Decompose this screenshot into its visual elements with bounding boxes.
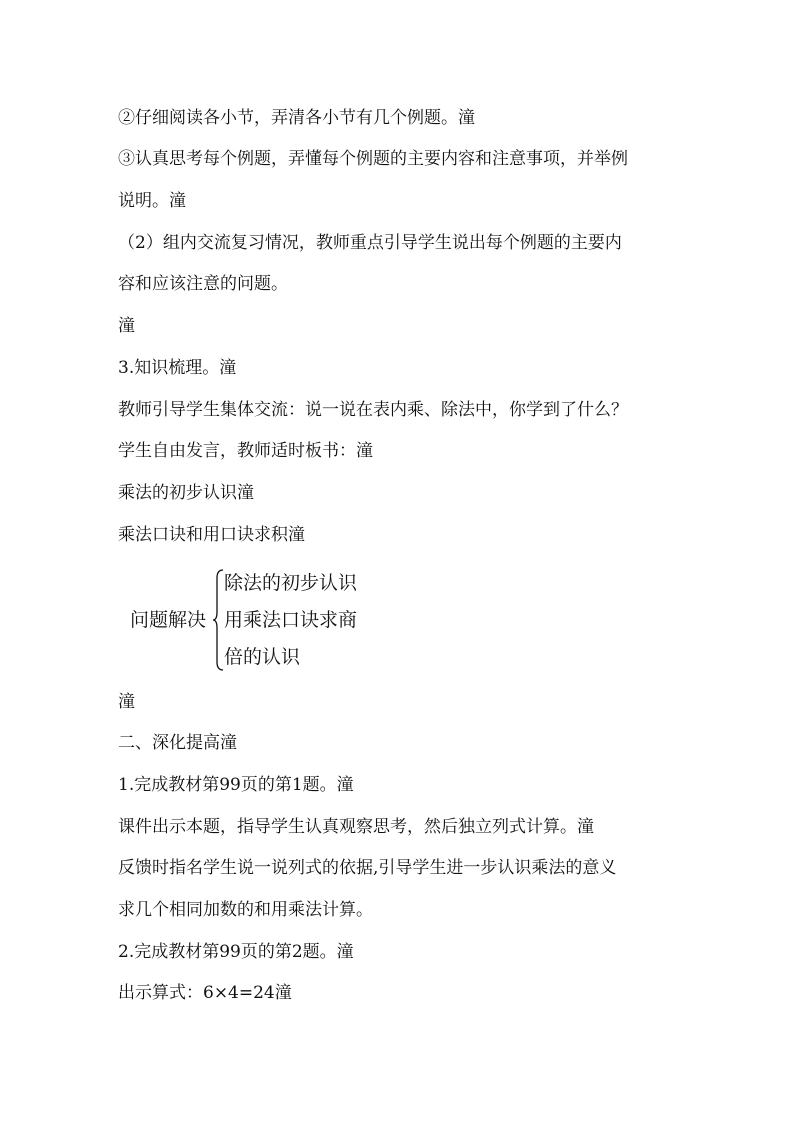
text-line: 潼: [118, 692, 135, 712]
text-line: 学生自由发言，教师适时板书：潼: [118, 441, 373, 461]
text-line: 出示算式：6×4=24潼: [118, 983, 292, 1003]
section-heading: 二、深化提高潼: [118, 733, 237, 753]
brace-item: 倍的认识: [224, 646, 301, 668]
text-line: 课件出示本题，指导学生认真观察思考，然后独立列式计算。潼: [118, 817, 594, 837]
text-line: （2）组内交流复习情况，教师重点引导学生说出每个例题的主要内: [118, 233, 622, 253]
text-line: 潼: [118, 316, 135, 336]
text-line: 反馈时指名学生说一说列式的依据,引导学生进一步认识乘法的意义: [118, 858, 617, 878]
text-line: ③认真思考每个例题，弄懂每个例题的主要内容和注意事项，并举例: [118, 149, 628, 169]
section-heading: 3.知识梳理。潼: [118, 358, 237, 378]
text-line: 求几个相同加数的和用乘法计算。: [118, 900, 373, 920]
curly-brace-icon: [212, 568, 224, 672]
brace-diagram: [130, 568, 430, 676]
brace-label: 问题解决: [130, 609, 207, 631]
text-line: 2.完成教材第99页的第2题。潼: [118, 942, 354, 962]
text-line: ②仔细阅读各小节，弄清各小节有几个例题。潼: [118, 108, 475, 128]
text-line: 1.完成教材第99页的第1题。潼: [118, 775, 354, 795]
text-line: 乘法口诀和用口诀求积潼: [118, 525, 305, 545]
text-line: 说明。潼: [118, 191, 186, 211]
brace-item: 用乘法口诀求商: [224, 609, 358, 631]
brace-item: 除法的初步认识: [224, 572, 358, 594]
text-line: 容和应该注意的问题。: [118, 274, 288, 294]
text-line: 乘法的初步认识潼: [118, 483, 254, 503]
text-line: 教师引导学生集体交流：说一说在表内乘、除法中，你学到了什么？: [118, 400, 628, 420]
